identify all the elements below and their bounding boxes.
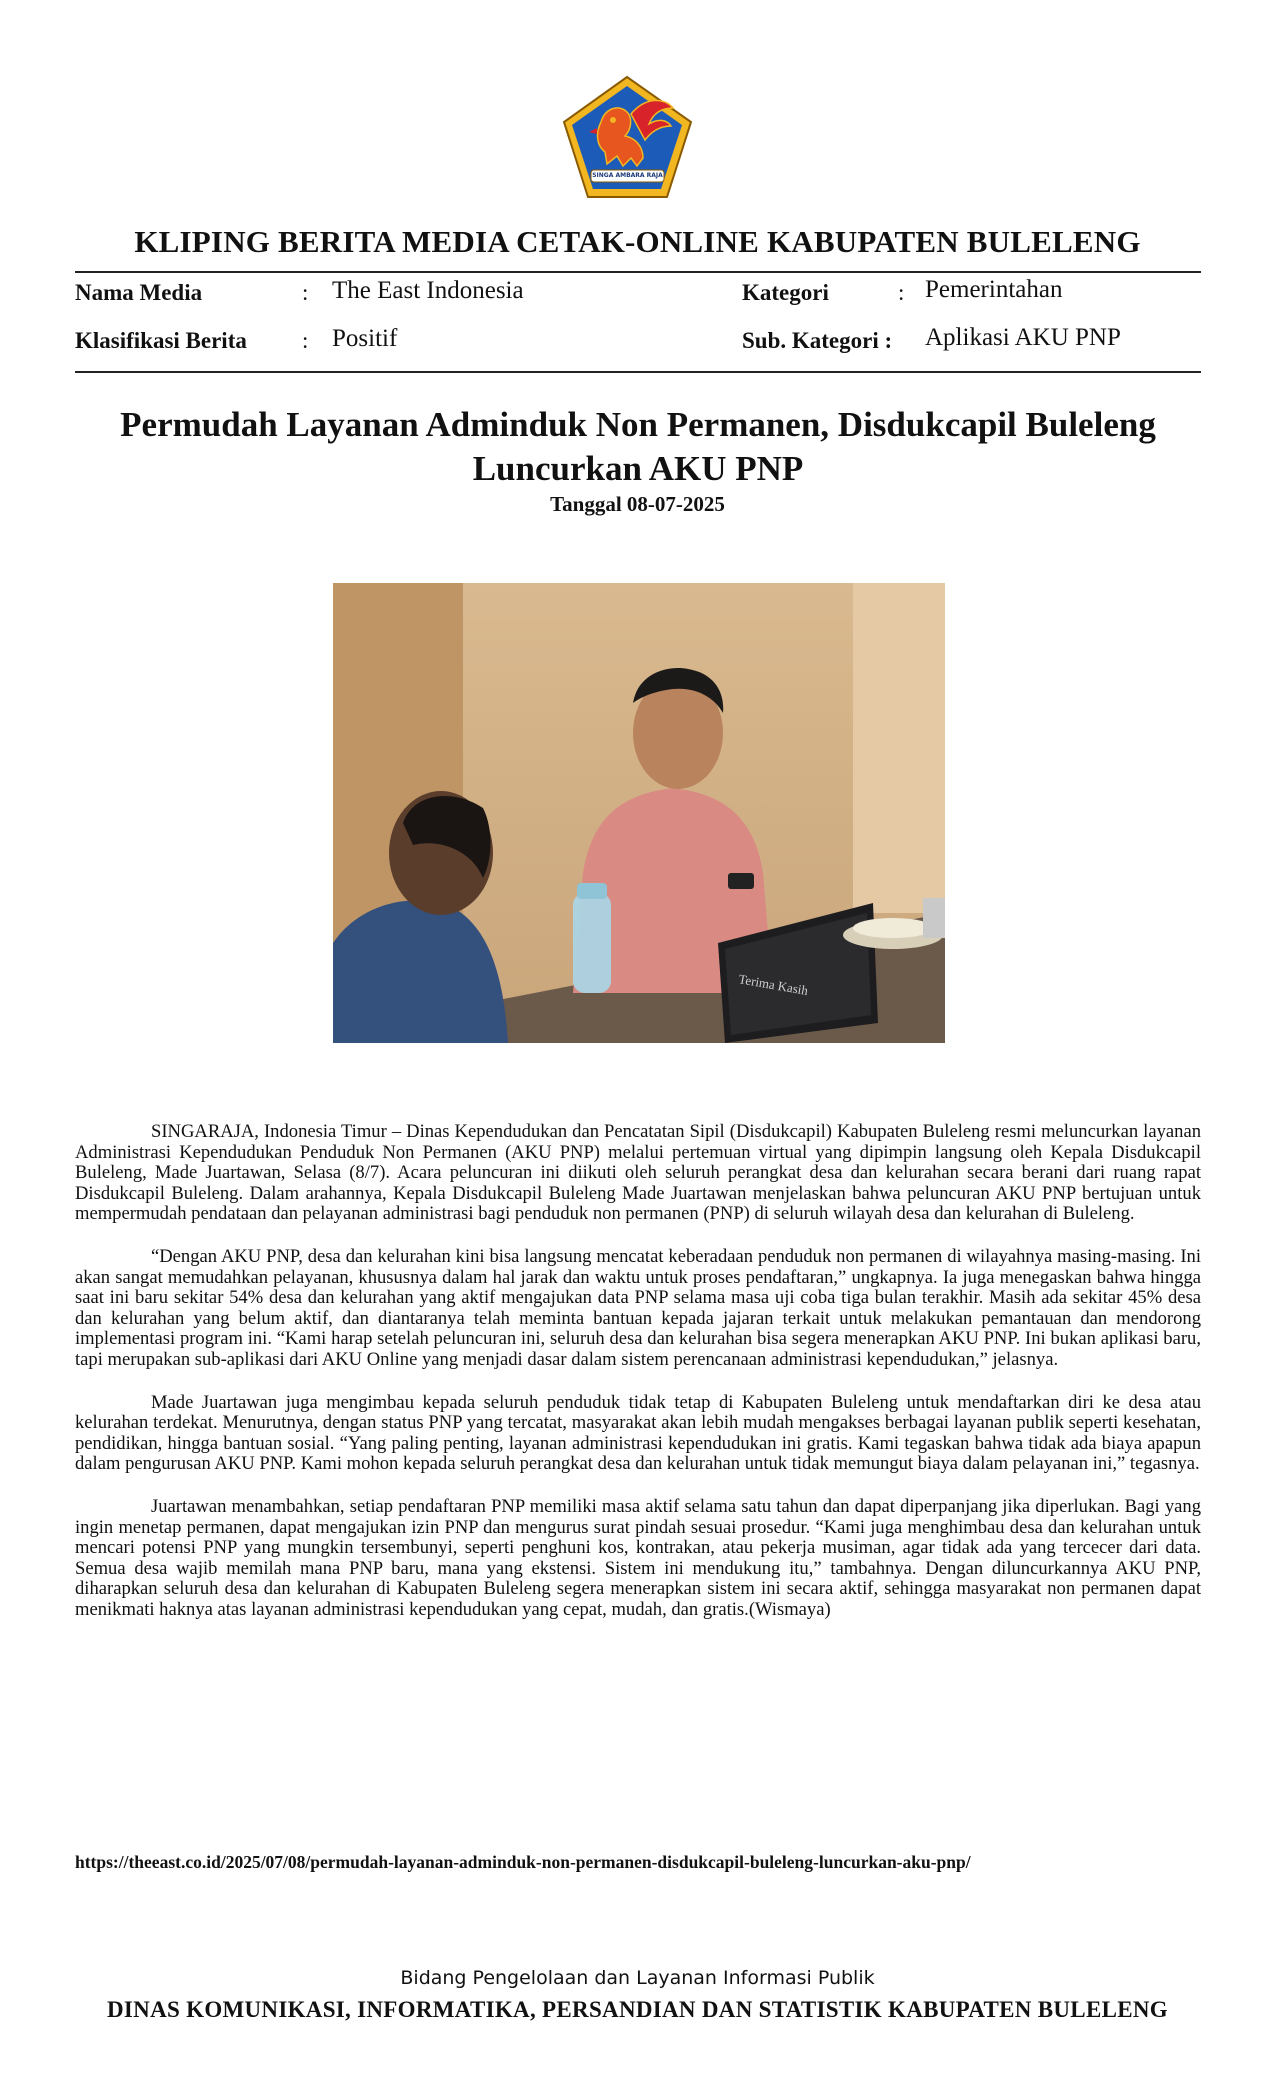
classification-label: Klasifikasi Berita — [75, 328, 247, 353]
clipping-header-title: KLIPING BERITA MEDIA CETAK-ONLINE KABUPATEN BULELENG — [134, 224, 1141, 259]
category-value: Pemerintahan — [925, 276, 1063, 303]
logo-motto: SINGA AMBARA RAJA — [592, 172, 663, 179]
article-paragraph: “Dengan AKU PNP, desa dan kelurahan kini bisa langsung mencatat keberadaan penduduk non permanen di wilayahnya masing-masing. Ini akan sangat memudahkan pelayanan, khususnya dalam hal jarak dan waktu untuk proses pendaftaran,” ungkapnya. Ia juga menegaskan bahwa hingga saat ini baru sekitar 54% desa dan kelurahan yang aktif mengajukan data PNP selama masa uji coba tiga bulan terakhir. Masih ada sekitar 45% desa dan kelurahan yang belum aktif, dan diantaranya telah meminta bantuan kepada jajaran terkait untuk melakukan pemantauan dan mendorong implementasi program ini. “Kami harap setelah peluncuran ini, seluruh desa dan kelurahan bisa segera menerapkan AKU PNP. Ini bukan aplikasi baru, tapi merupakan sub-aplikasi dari AKU Online yang menjadi dasar dalam sistem perencanaan administrasi kependudukan,” jelasnya. — [75, 1245, 1201, 1370]
footer-agency: DINAS KOMUNIKASI, INFORMATIKA, PERSANDIAN DAN STATISTIK KABUPATEN BULELENG — [107, 1997, 1168, 2022]
subcategory-value: Aplikasi AKU PNP — [925, 324, 1121, 351]
article-source-link[interactable]: https://theeast.co.id/2025/07/08/permudah-layanan-adminduk-non-permanen-disdukcapil-buleleng-luncurkan-aku-pnp/ — [75, 1852, 971, 1872]
classification-colon: : — [302, 328, 309, 353]
category-label: Kategori — [742, 280, 829, 305]
article-paragraph: Made Juartawan juga mengimbau kepada seluruh penduduk tidak tetap di Kabupaten Buleleng untuk mendaftarkan diri ke desa atau kelurahan terdekat. Menurutnya, dengan status PNP yang tercatat, masyarakat akan lebih mudah mengakses berbagai layanan publik seperti kesehatan, pendidikan, hingga bantuan sosial. “Yang paling penting, layanan administrasi kependudukan ini gratis. Kami tegaskan bahwa tidak ada biaya apapun dalam pengurusan AKU PNP. Kami mohon kepada seluruh perangkat desa dan kelurahan untuk tidak memungut biaya dalam pelayanan ini,” tegasnya. — [75, 1391, 1201, 1475]
media-name-colon: : — [302, 280, 309, 305]
header-divider-top — [75, 271, 1201, 273]
article-date: Tanggal 08-07-2025 — [550, 492, 725, 516]
article-photo — [333, 583, 945, 1043]
subcategory-label: Sub. Kategori : — [742, 328, 893, 353]
article-paragraph: Juartawan menambahkan, setiap pendaftaran PNP memiliki masa aktif selama satu tahun dan dapat diperpanjang jika diperlukan. Bagi yang ingin menetap permanen, dapat mengajukan izin PNP dan mengurus surat pindah sesuai prosedur. “Kami juga menghimbau desa dan kelurahan untuk mencari potensi PNP yang mungkin tersembunyi, seperti penghuni kos, kontrakan, atau pekerja musiman, agar tidak ada yang tercecer dari data. Semua desa wajib memilah mana PNP baru, mana yang ekstensi. Sistem ini mendukung itu,” tambahnya. Dengan diluncurkannya AKU PNP, diharapkan seluruh desa dan kelurahan di Kabupaten Buleleng segera menerapkan sistem ini secara aktif, sehingga masyarakat non permanen dapat menikmati haknya atas layanan administrasi kependudukan yang cepat, mudah, dan gratis.(Wismaya) — [75, 1495, 1201, 1620]
photo-laptop-screen-text: Terima Kasih — [737, 971, 810, 999]
media-name-value: The East Indonesia — [332, 277, 524, 304]
article-title-line-1: Permudah Layanan Adminduk Non Permanen, Disdukcapil Buleleng — [120, 405, 1156, 444]
media-name-label: Nama Media — [75, 280, 203, 305]
article-paragraph: SINGARAJA, Indonesia Timur – Dinas Kependudukan dan Pencatatan Sipil (Disdukcapil) Kabupaten Buleleng resmi meluncurkan layanan Administrasi Kependudukan Penduduk Non Permanen (AKU PNP) melalui pertemuan virtual yang dipimpin langsung oleh Kepala Disdukcapil Buleleng, Made Juartawan, Selasa (8/7). Acara peluncuran ini diikuti oleh seluruh perangkat desa dan kelurahan secara berani dari ruang rapat Disdukcapil Buleleng. Dalam arahannya, Kepala Disdukcapil Buleleng Made Juartawan menjelaskan bahwa peluncuran AKU PNP bertujuan untuk mempermudah pendataan dan pelayanan administrasi bagi penduduk non permanen (PNP) di seluruh wilayah desa dan kelurahan di Buleleng. — [75, 1121, 1201, 1225]
classification-value: Positif — [332, 325, 398, 352]
header-divider-bottom — [75, 371, 1201, 373]
category-colon: : — [898, 280, 905, 305]
buleleng-regency-logo — [561, 74, 694, 200]
article-body — [75, 1122, 1201, 1642]
article-title-line-2: Luncurkan AKU PNP — [472, 449, 804, 488]
article-title — [75, 403, 1201, 491]
footer-division: Bidang Pengelolaan dan Layanan Informasi Publik — [400, 1967, 875, 1989]
